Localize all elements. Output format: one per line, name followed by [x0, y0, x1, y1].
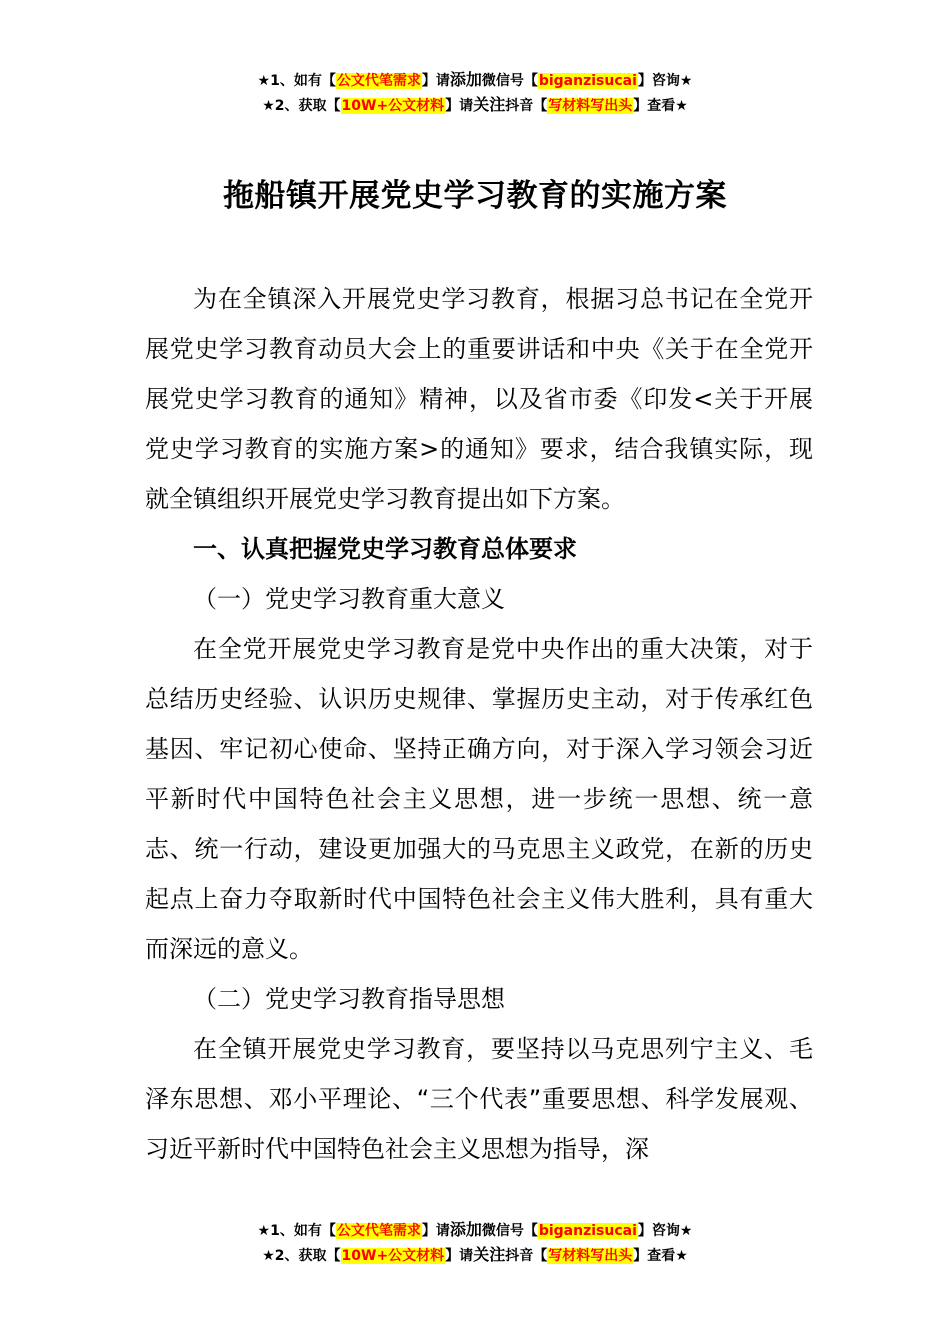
highlight-text: 10W+公文材料 — [341, 1248, 445, 1264]
highlight-text: 写材料写出头 — [548, 1248, 633, 1264]
highlight-text: 公文代笔需求 — [336, 1223, 421, 1239]
highlight-text: 写材料写出头 — [548, 98, 633, 114]
banner-text: 抖音【 — [505, 98, 548, 114]
banner-text: 】查看★ — [633, 98, 688, 114]
document-body — [145, 274, 813, 1174]
banner-text: 】查看★ — [633, 1248, 688, 1264]
banner-text: ★2、获取【 — [262, 98, 341, 114]
section-heading: 一、认真把握党史学习教育总体要求 — [193, 535, 577, 563]
banner-emphasis: 关注 — [473, 95, 506, 114]
intro-paragraph: 为在全镇深入开展党史学习教育，根据习总书记在全党开展党史学习教育动员大会上的重要讲话和中央《关于在全党开展党史学习教育的通知》精神，以及省市委《印发<关于开展党史学习教育的实施方案>的通知》要求，结合我镇实际，现就全镇组织开展党史学习教育提出如下方案。 — [145, 285, 813, 513]
banner-emphasis: 添加 — [449, 1220, 482, 1239]
banner-text: 】请 — [421, 1223, 450, 1239]
subsection-paragraph: 在全党开展党史学习教育是党中央作出的重大决策，对于总结历史经验、认识历史规律、掌握历史主动，对于传承红色基因、牢记初心使命、坚持正确方向，对于深入学习领会习近平新时代中国特色社会主义思想，进一步统一思想、统一意志、统一行动，建设更加强大的马克思主义政党，在新的历史起点上奋力夺取新时代中国特色社会主义伟大胜利，具有重大而深远的意义。 — [145, 635, 813, 963]
subsection-heading: （二）党史学习教育指导思想 — [193, 985, 505, 1013]
document-title: 拖船镇开展党史学习教育的实施方案 — [223, 178, 727, 214]
banner-text: 】请 — [445, 98, 474, 114]
banner-text: 】咨询★ — [637, 1223, 693, 1239]
subsection-heading: （一）党史学习教育重大意义 — [193, 585, 505, 613]
highlight-text: 公文代笔需求 — [336, 73, 421, 89]
banner-line-1 — [0, 1218, 950, 1243]
banner-text: 微信号【 — [481, 1223, 538, 1239]
header-banner — [0, 68, 950, 118]
highlight-text: biganzisucai — [538, 73, 637, 89]
banner-text: 微信号【 — [481, 73, 538, 89]
banner-text: ★1、如有【 — [257, 73, 336, 89]
banner-text: 】请 — [445, 1248, 474, 1264]
highlight-text: 10W+公文材料 — [341, 98, 445, 114]
banner-line-2 — [0, 1243, 950, 1268]
banner-text: ★2、获取【 — [262, 1248, 341, 1264]
banner-line-1 — [0, 68, 950, 93]
highlight-text: biganzisucai — [538, 1223, 637, 1239]
banner-text: 】请 — [421, 73, 450, 89]
banner-emphasis: 关注 — [473, 1245, 506, 1264]
banner-text: ★1、如有【 — [257, 1223, 336, 1239]
banner-text: 】咨询★ — [637, 73, 693, 89]
footer-banner — [0, 1218, 950, 1268]
subsection-paragraph: 在全镇开展党史学习教育，要坚持以马克思列宁主义、毛泽东思想、邓小平理论、“三个代表”重要思想、科学发展观、习近平新时代中国特色社会主义思想为指导，深 — [145, 1035, 813, 1163]
banner-text: 抖音【 — [505, 1248, 548, 1264]
banner-emphasis: 添加 — [449, 70, 482, 89]
banner-line-2 — [0, 93, 950, 118]
